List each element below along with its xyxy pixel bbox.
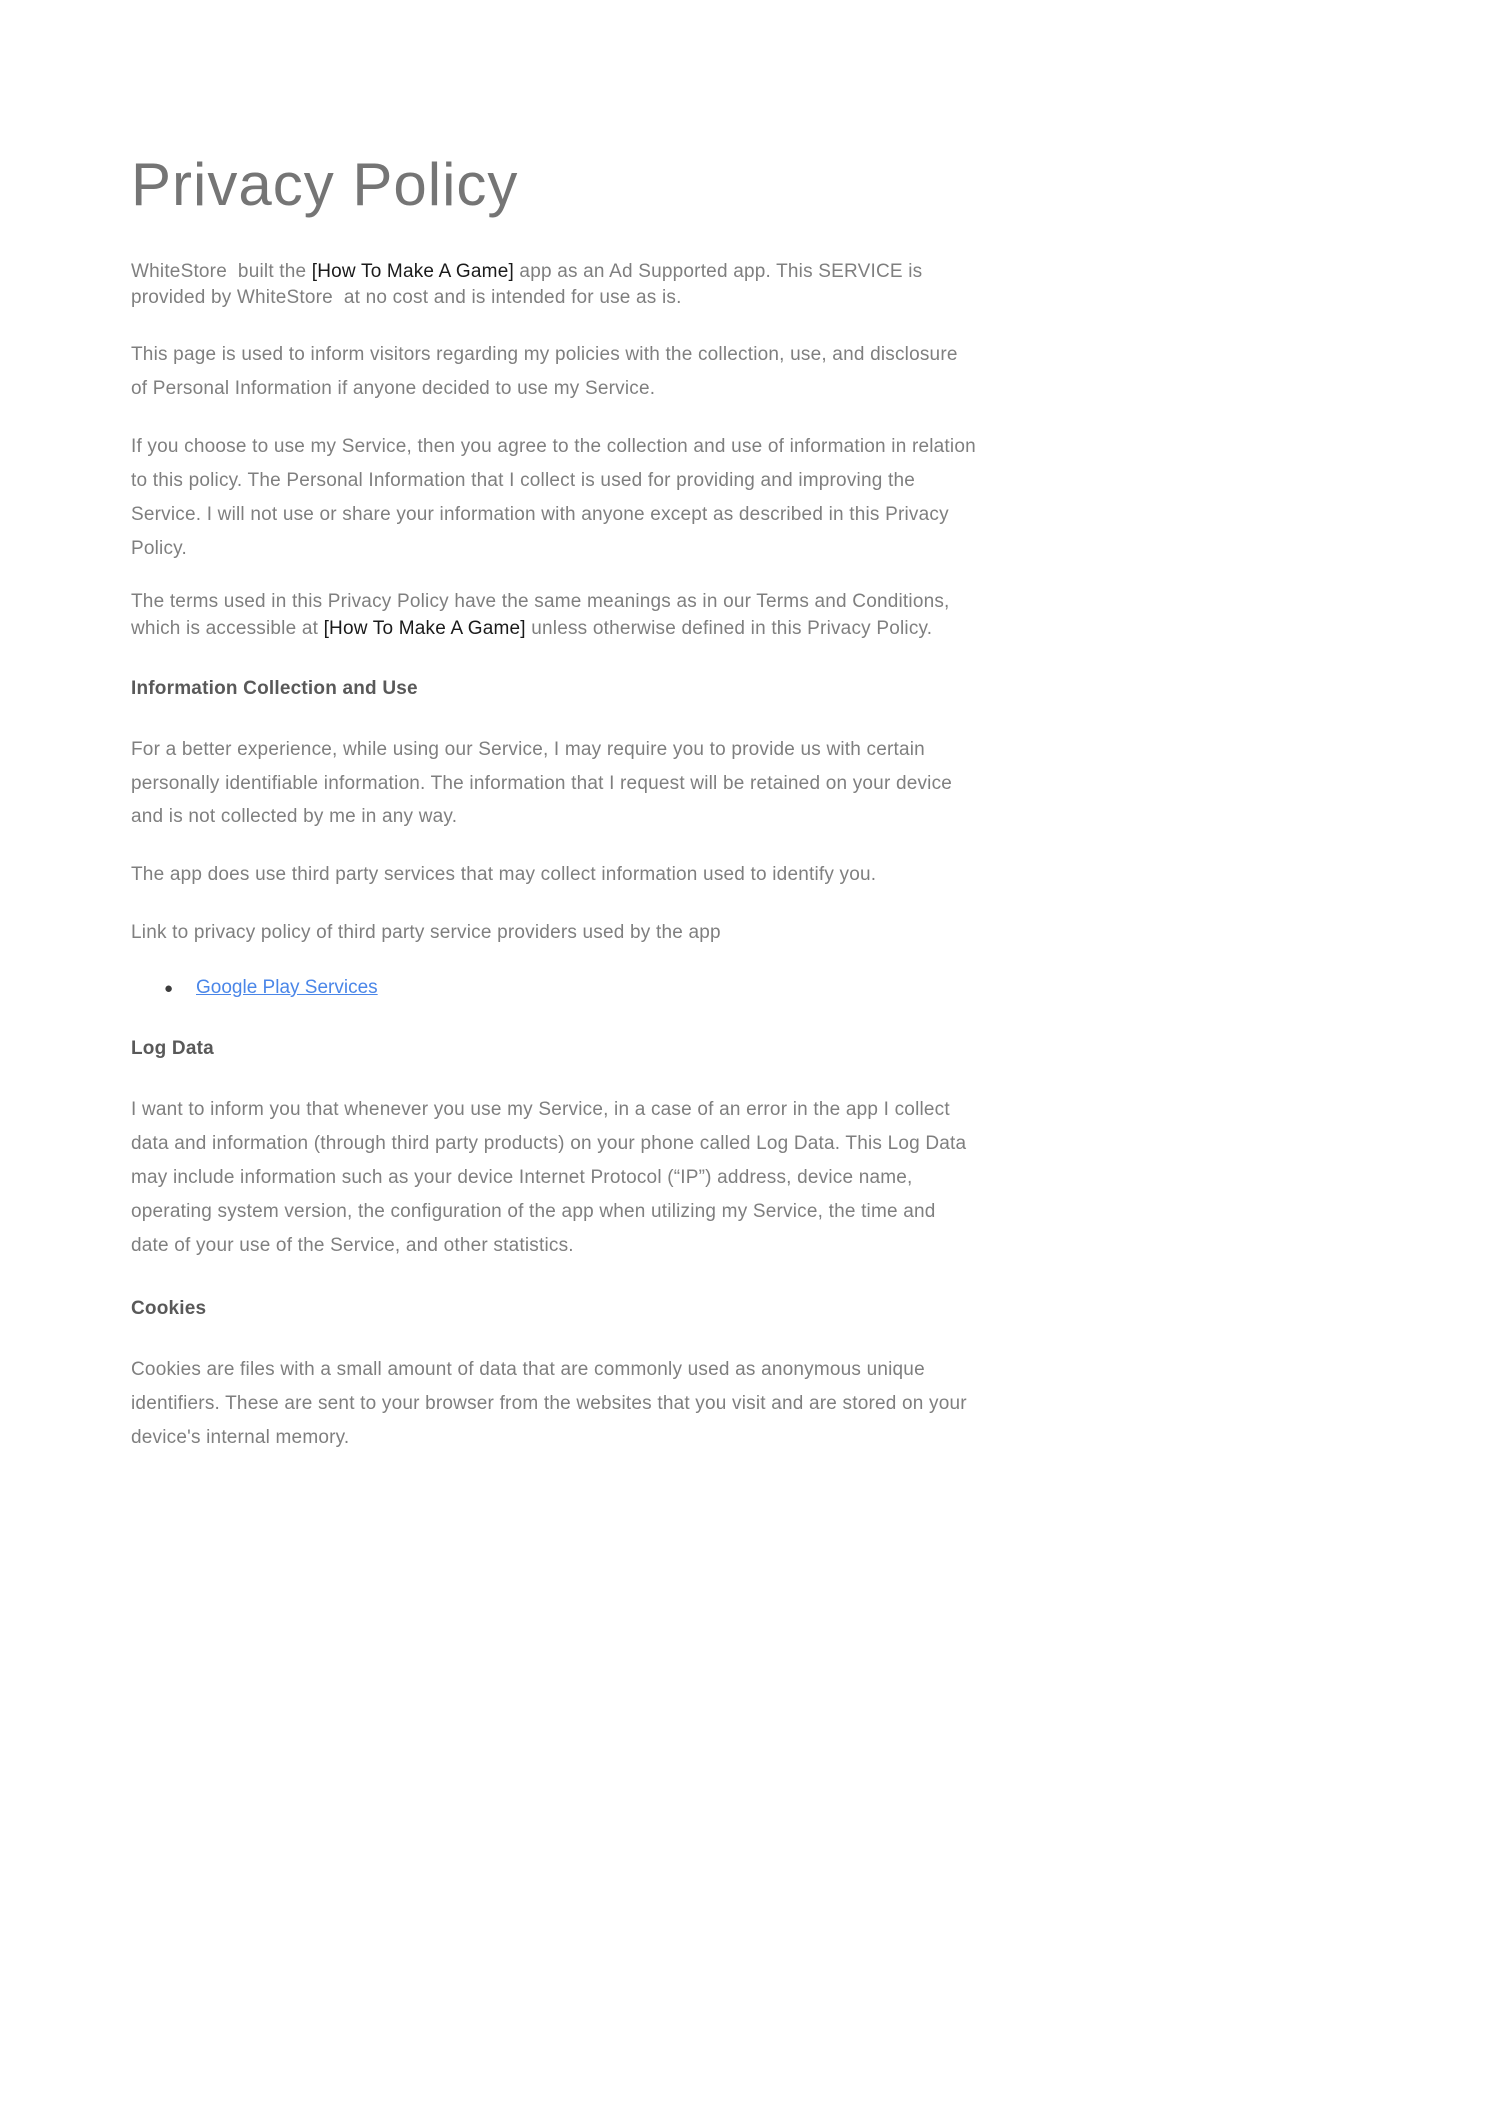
log-data-paragraph: I want to inform you that whenever you use my Service, in a case of an error in the app I collect data and information (through third party products) on your phone called Log Data. This Log Data may include information such as your device Internet Protocol (“IP”) address, device name, operating system version, the configuration of the app when utilizing my Service, the time and date of your use of the Service, and other statistics. xyxy=(131,1099,972,1256)
google-play-services-link[interactable]: Google Play Services xyxy=(196,976,378,998)
intro-p1-text-a: WhiteStore built the xyxy=(131,261,312,282)
intro-paragraph-4 xyxy=(131,589,976,641)
document-content xyxy=(131,150,982,1455)
list-item xyxy=(131,974,976,1003)
cookies-paragraph: Cookies are files with a small amount of data that are commonly used as anonymous unique identifiers. These are sent to your browser from the websites that you visit and are stored on your device's internal memory. xyxy=(131,1359,973,1448)
section-heading-information-collection: Information Collection and Use xyxy=(131,677,418,699)
section-heading-cookies: Cookies xyxy=(131,1298,207,1320)
app-name-mention: [How To Make A Game] xyxy=(311,261,514,282)
intro-paragraph-3: If you choose to use my Service, then you agree to the collection and use of information in relation to this policy. The Personal Information that I collect is used for providing and improving the Service. I will not use or share your information with anyone except as described in this Privacy Policy. xyxy=(131,436,982,559)
page-title: Privacy Policy xyxy=(131,151,519,218)
third-party-link-list xyxy=(131,974,976,1003)
info-collection-paragraph-3: Link to privacy policy of third party service providers used by the app xyxy=(131,922,721,943)
intro-p4-text-a: The terms used in this Privacy Policy have the same meanings as in our Terms and Conditions, which is accessible at xyxy=(131,591,956,639)
intro-paragraph-1 xyxy=(131,259,976,311)
info-collection-paragraph-1: For a better experience, while using our Service, I may require you to provide us with certain personally identifiable information. The information that I request will be retained on your device and is not collected by me in any way. xyxy=(131,738,958,828)
info-collection-paragraph-2: The app does use third party services that may collect information used to identify you. xyxy=(131,864,877,886)
bullet-icon: ● xyxy=(164,979,174,997)
intro-paragraph-2: This page is used to inform visitors regarding my policies with the collection, use, and disclosure of Personal Information if anyone decided to use my Service. xyxy=(131,344,964,400)
intro-p1-text-b: app as an Ad Supported app. This SERVICE is provided by WhiteStore at no cost and is intended for use as is. xyxy=(131,261,928,309)
section-heading-log-data: Log Data xyxy=(131,1038,214,1060)
app-name-mention: [How To Make A Game] xyxy=(323,617,526,639)
intro-p4-text-b: unless otherwise defined in this Privacy Policy. xyxy=(525,617,933,639)
